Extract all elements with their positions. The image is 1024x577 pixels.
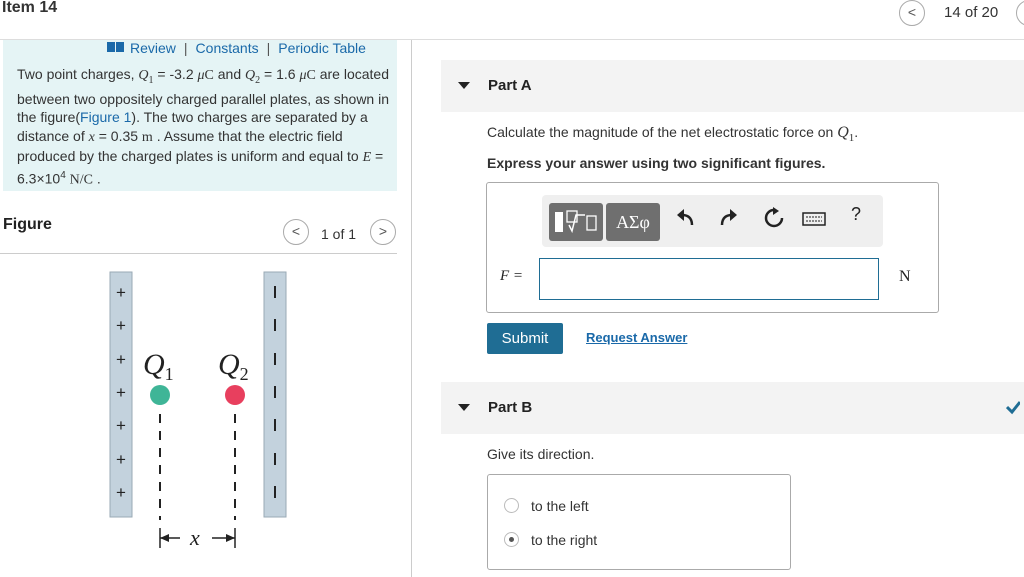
x-label: x (190, 525, 200, 550)
figure-next-button[interactable] (370, 219, 396, 245)
figure-divider (0, 253, 397, 254)
book-icon (107, 42, 124, 52)
chevron-left-icon: < (907, 4, 917, 20)
part-b-title: Part B (488, 399, 533, 416)
chevron-right-icon: > (378, 223, 388, 239)
plus-sign: + (116, 383, 126, 402)
mu-symbol: μ (197, 68, 205, 83)
q2-subscript: 2 (255, 74, 261, 86)
q2-symbol: Q (245, 68, 256, 83)
top-bar (0, 0, 1024, 40)
figure-count: 1 of 1 (321, 226, 357, 242)
plus-sign: + (116, 450, 126, 469)
problem-text: Two point charges, (17, 66, 139, 82)
plus-sign: + (116, 483, 126, 502)
q2-label: $Q_2$ (218, 348, 249, 384)
check-icon (1006, 396, 1020, 418)
q1-symbol: Q (138, 68, 149, 83)
plus-sign: + (116, 283, 126, 302)
q1-charge (150, 385, 170, 405)
templates-button[interactable] (549, 203, 603, 241)
mu-symbol: μ (299, 68, 307, 83)
problem-text: and (213, 66, 246, 82)
panel-divider (411, 40, 412, 577)
q1-subscript: 1 (148, 74, 154, 86)
e-symbol: E (362, 149, 372, 165)
unit-coulomb: C (204, 68, 214, 83)
redo-icon[interactable] (715, 207, 743, 234)
part-b-header[interactable] (441, 382, 1024, 434)
undo-icon[interactable] (671, 207, 699, 234)
link-separator: | (183, 40, 188, 56)
figure-diagram (100, 262, 300, 562)
answer-label: F = (500, 268, 524, 284)
plus-sign: + (116, 416, 126, 435)
math-toolbar (542, 195, 883, 247)
unit-newton-per-coulomb: N/C (69, 172, 94, 188)
problem-text: . (93, 170, 101, 187)
q2-value: = 1.6 (260, 66, 300, 82)
plus-sign: + (116, 316, 126, 335)
part-a-question (487, 124, 858, 144)
templates-icon (549, 203, 603, 241)
q-symbol: Q (837, 124, 849, 141)
collapse-triangle-icon (458, 404, 470, 411)
q-subscript: 1 (848, 131, 855, 144)
x-arrowhead-right (226, 534, 235, 542)
radio-button[interactable] (504, 498, 519, 513)
figure-link[interactable]: Figure 1 (80, 109, 132, 126)
plus-sign: + (116, 350, 126, 369)
q2-charge (225, 385, 245, 405)
x-value: = 0.35 (94, 127, 142, 144)
x-arrowhead-left (160, 534, 169, 542)
answer-unit: N (899, 268, 911, 285)
figure-prev-button[interactable] (283, 219, 309, 245)
figure-heading: Figure (3, 216, 52, 233)
review-link[interactable]: Review (130, 40, 176, 56)
submit-button[interactable]: Submit (487, 323, 563, 354)
direction-options (487, 474, 791, 570)
question-text: Calculate the magnitude of the net electrostatic force on (487, 124, 838, 140)
problem-text: are located between two oppositely charged parallel plates, as shown in the figure( (17, 66, 390, 126)
collapse-triangle-icon (458, 82, 470, 89)
help-icon[interactable]: ? (850, 204, 861, 224)
q1-value: = -3.2 (153, 66, 198, 82)
e-exponent: 4 (60, 170, 66, 182)
option-label: to the right (531, 532, 598, 548)
problem-text: ). The two charges are separated by a distance of (17, 109, 368, 144)
answer-panel (486, 182, 939, 313)
unit-meter: m (141, 129, 153, 145)
unit-coulomb: C (306, 68, 316, 83)
link-separator: | (266, 40, 271, 56)
part-b-question: Give its direction. (487, 446, 595, 462)
previous-item-button[interactable] (899, 0, 925, 26)
item-count: 14 of 20 (944, 4, 999, 21)
next-item-button[interactable] (1016, 0, 1024, 26)
radio-button-selected[interactable] (504, 532, 519, 547)
part-a-title: Part A (488, 77, 532, 94)
problem-statement (17, 65, 391, 190)
greek-symbols-button[interactable]: ΑΣφ (606, 203, 660, 241)
problem-info-panel (3, 40, 397, 191)
force-answer-input[interactable] (539, 258, 879, 300)
e-value: = 6.3×10 (17, 147, 384, 187)
part-a-instruction: Express your answer using two significant figures. (487, 155, 826, 171)
item-title: Item 14 (2, 0, 58, 16)
problem-text: . Assume that the electric field produced by the charged plates is uniform and equal to (17, 127, 363, 164)
part-a-header[interactable] (441, 60, 1024, 112)
option-label: to the left (531, 498, 589, 514)
keyboard-icon[interactable] (800, 207, 828, 234)
resource-links (107, 40, 366, 54)
request-answer-link[interactable]: Request Answer (586, 330, 688, 345)
chevron-left-icon: < (291, 223, 301, 239)
q1-label: $Q_1$ (143, 348, 174, 384)
reset-icon[interactable] (760, 207, 788, 234)
periodic-table-link[interactable]: Periodic Table (278, 40, 366, 56)
question-end: . (854, 124, 859, 140)
constants-link[interactable]: Constants (195, 40, 259, 56)
x-symbol: x (88, 129, 95, 145)
